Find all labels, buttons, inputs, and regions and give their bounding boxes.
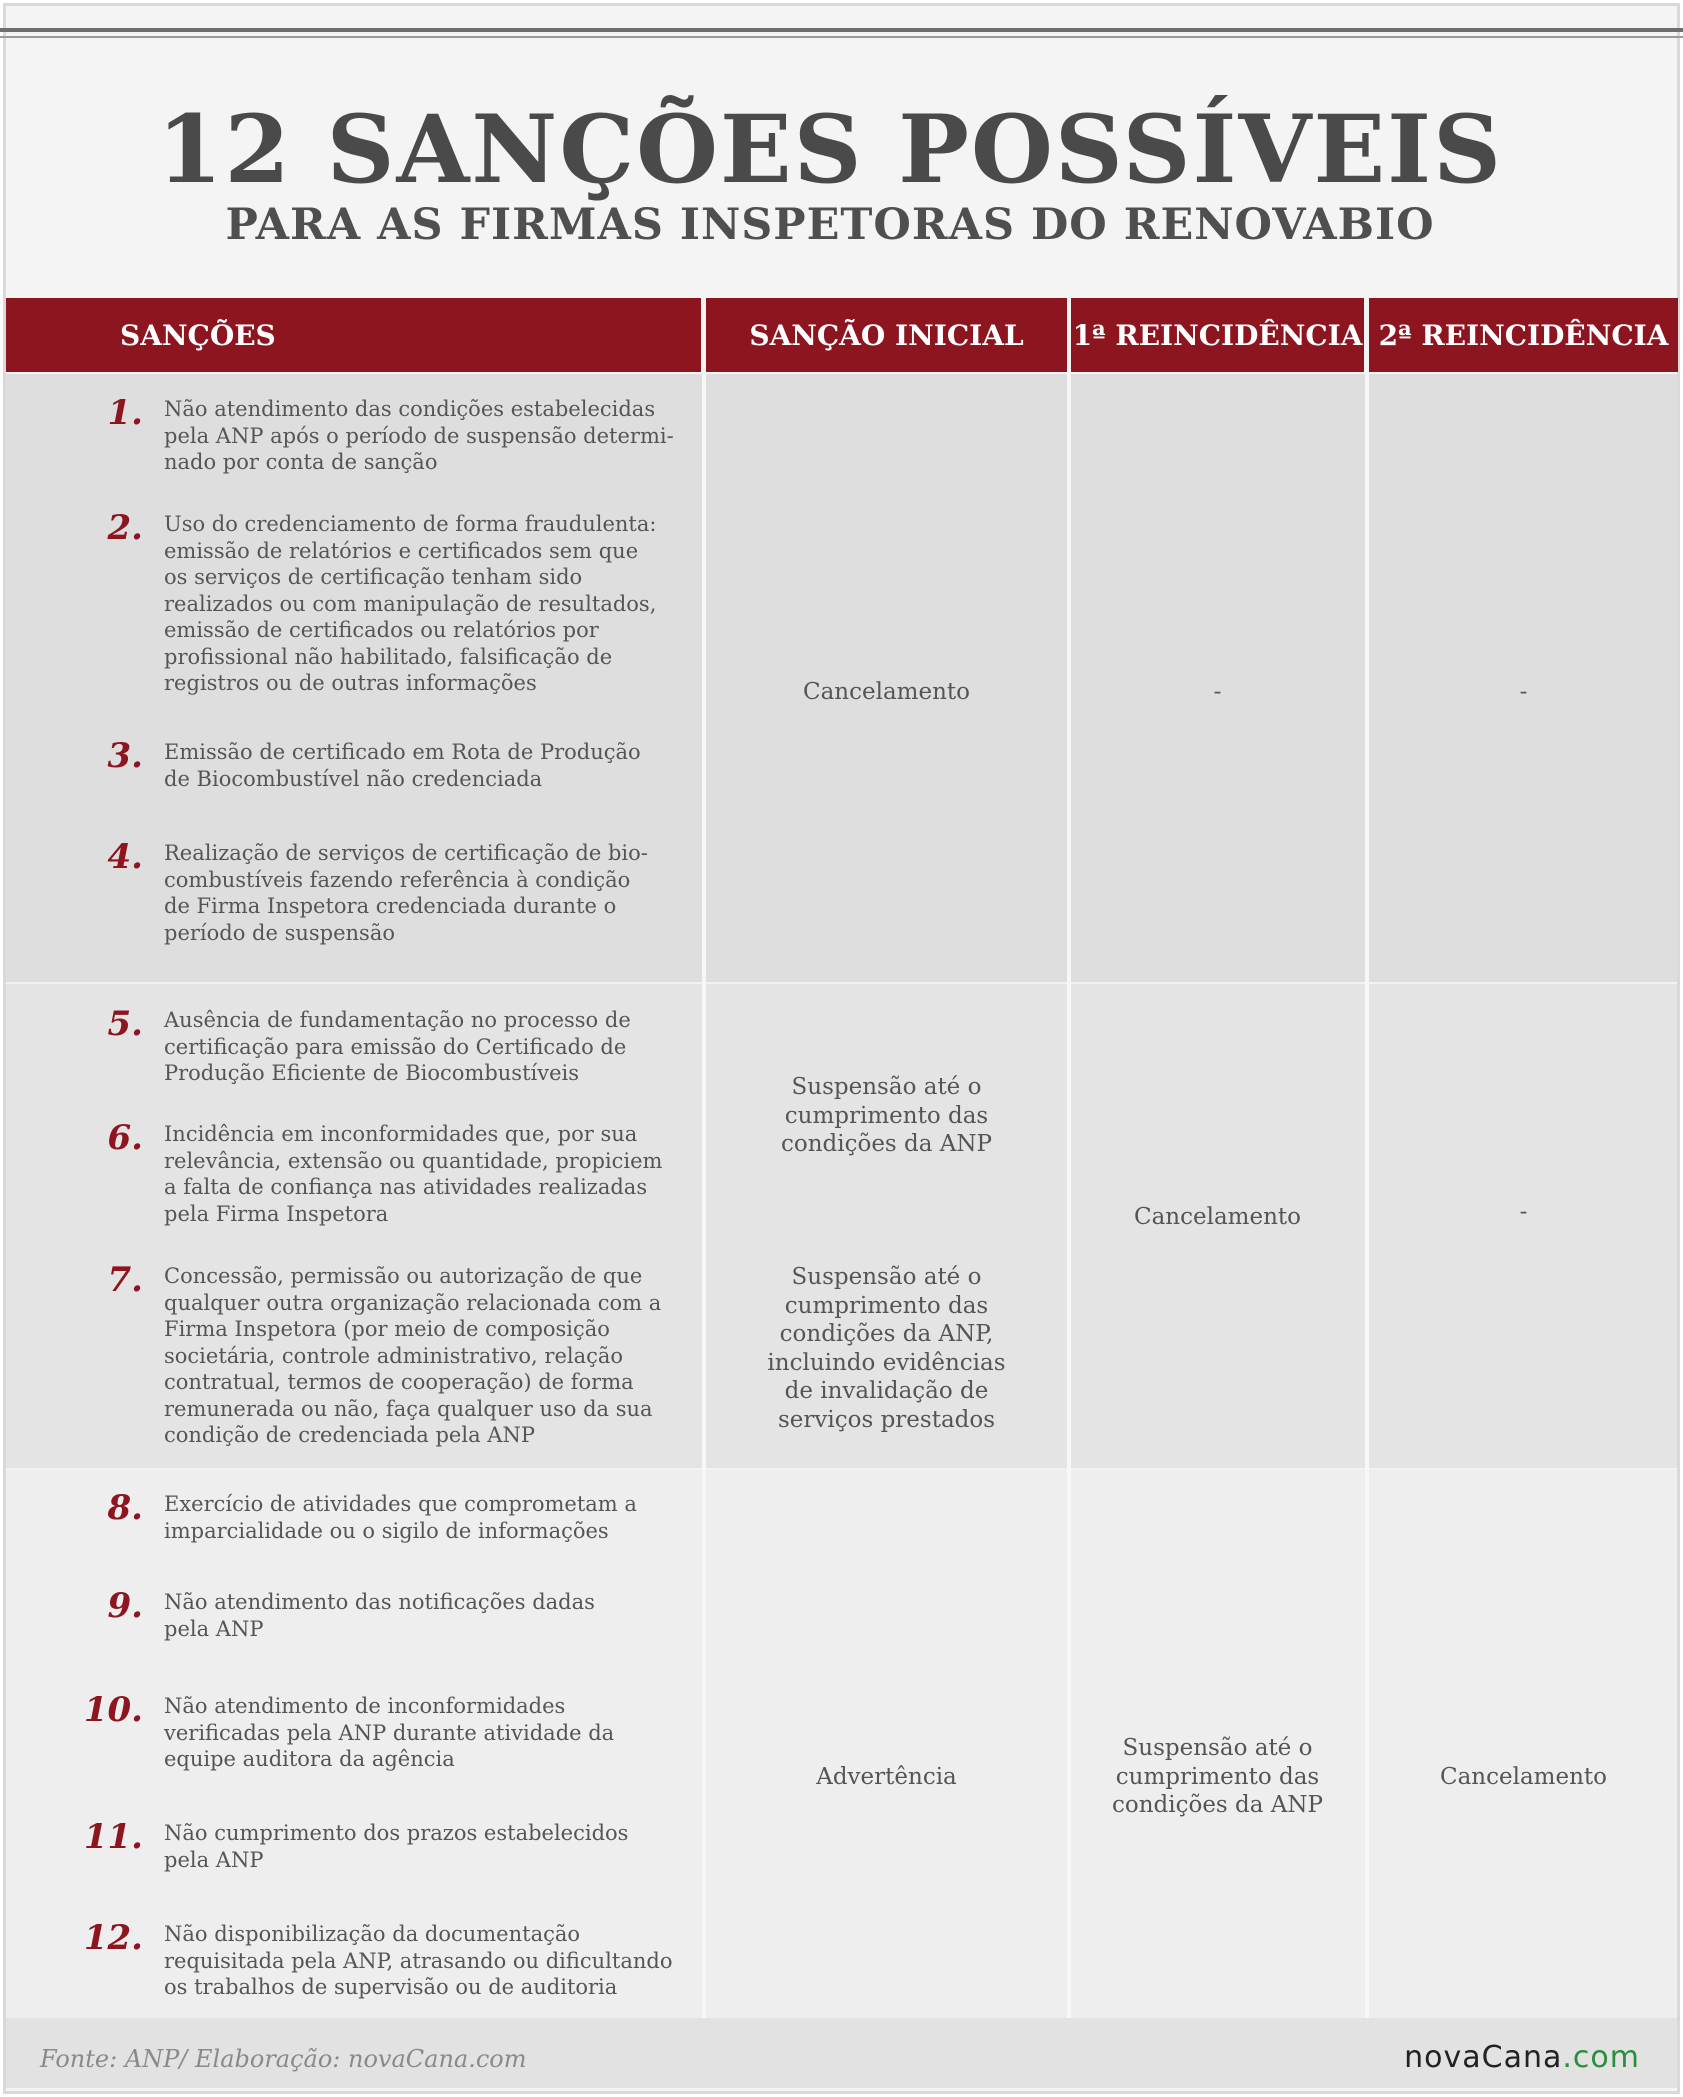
brand-logo xyxy=(1404,2040,1640,2075)
cell-g2-inicial-a: Suspensão até o cumprimento das condições da ANP xyxy=(780,1074,993,1157)
item-number: 1. xyxy=(107,393,143,433)
cell-g3-rein2: Cancelamento xyxy=(1439,1764,1607,1790)
cell-g3-rein1: Suspensão até o cumprimento das condições da ANP xyxy=(1111,1735,1324,1818)
item-number: 11. xyxy=(83,1817,143,1857)
item-text: Concessão, permissão ou autorização de que qualquer outra organização relacionada com a Firma Inspetora (por meio de composição societária, controle administrativo, relação contratual, termos de cooperação) de forma remunerada ou não, faça qualquer uso da sua condição de credenciada pela ANP xyxy=(164,1264,662,1447)
cell-g2-rein1: Cancelamento xyxy=(1133,1204,1301,1230)
item-number: 10. xyxy=(83,1690,143,1730)
item-number: 6. xyxy=(107,1118,143,1158)
cell-g1-rein1: - xyxy=(1213,679,1222,705)
cell-g3-inicial: Advertência xyxy=(816,1764,957,1790)
item-text: Emissão de certificado em Rota de Produção de Biocombustível não credenciada xyxy=(164,740,641,791)
item-text: Não disponibilização da documentação requisitada pela ANP, atrasando ou dificultando os trabalhos de supervisão ou de auditoria xyxy=(164,1922,673,1999)
cell-g1-inicial: Cancelamento xyxy=(802,679,970,705)
item-number: 3. xyxy=(107,736,143,776)
row-divider xyxy=(6,1468,1677,1470)
row-divider xyxy=(6,982,1677,984)
cell-g2-inicial-b: Suspensão até o cumprimento das condições da ANP, incluindo evidências de invalidação de serviços prestados xyxy=(767,1264,1006,1433)
source-credit: Fonte: ANP/ Elaboração: novaCana.com xyxy=(40,2045,527,2073)
item-number: 4. xyxy=(107,837,143,877)
item-text: Incidência em inconformidades que, por sua relevância, extensão ou quantidade, propiciem a falta de confiança nas atividades realizadas pela Firma Inspetora xyxy=(164,1122,663,1226)
item-text: Uso do credenciamento de forma fraudulenta: emissão de relatórios e certificados sem que os serviços de certificação tenham sido realizados ou com manipulação de resultados, emissão de certificados ou relatórios por profissional não habilitado, falsificação de registros ou de outras informações xyxy=(164,512,657,695)
item-text: Não atendimento de inconformidades verificadas pela ANP durante atividade da equipe auditora da agência xyxy=(164,1694,615,1771)
page-subtitle: PARA AS FIRMAS INSPETORAS DO RENOVABIO xyxy=(225,200,1435,250)
item-number: 5. xyxy=(107,1004,143,1044)
header-sancoes: SANÇÕES xyxy=(6,298,701,372)
item-text: Não cumprimento dos prazos estabelecidos pela ANP xyxy=(164,1821,629,1872)
cell-g1-rein2: - xyxy=(1519,679,1528,705)
cell-g2-rein2: - xyxy=(1519,1199,1528,1225)
item-text: Exercício de atividades que comprometam a imparcialidade ou o sigilo de informações xyxy=(164,1492,637,1543)
top-rule-thin xyxy=(0,36,1683,38)
item-text: Não atendimento das condições estabelecidas pela ANP após o período de suspensão determi- nado por conta de sanção xyxy=(164,397,674,474)
item-text: Ausência de fundamentação no processo de certificação para emissão do Certificado de Produção Eficiente de Biocombustíveis xyxy=(164,1008,631,1085)
brand-tld: .com xyxy=(1562,2040,1640,2075)
item-number: 9. xyxy=(107,1586,143,1626)
header-sancao-inicial: SANÇÃO INICIAL xyxy=(706,298,1067,372)
item-number: 12. xyxy=(83,1918,143,1958)
top-rule xyxy=(0,28,1683,32)
item-number: 2. xyxy=(107,508,143,548)
item-number: 8. xyxy=(107,1488,143,1528)
page-title: 12 SANÇÕES POSSÍVEIS xyxy=(157,95,1503,205)
header-primeira-reincidencia: 1ª REINCIDÊNCIA xyxy=(1071,298,1364,372)
header-segunda-reincidencia: 2ª REINCIDÊNCIA xyxy=(1369,298,1678,372)
item-text: Realização de serviços de certificação de bio- combustíveis fazendo referência à condição de Firma Inspetora credenciada durante o período de suspensão xyxy=(164,841,648,945)
brand-name: novaCana xyxy=(1404,2040,1563,2075)
item-number: 7. xyxy=(107,1260,143,1300)
item-text: Não atendimento das notificações dadas pela ANP xyxy=(164,1590,595,1641)
